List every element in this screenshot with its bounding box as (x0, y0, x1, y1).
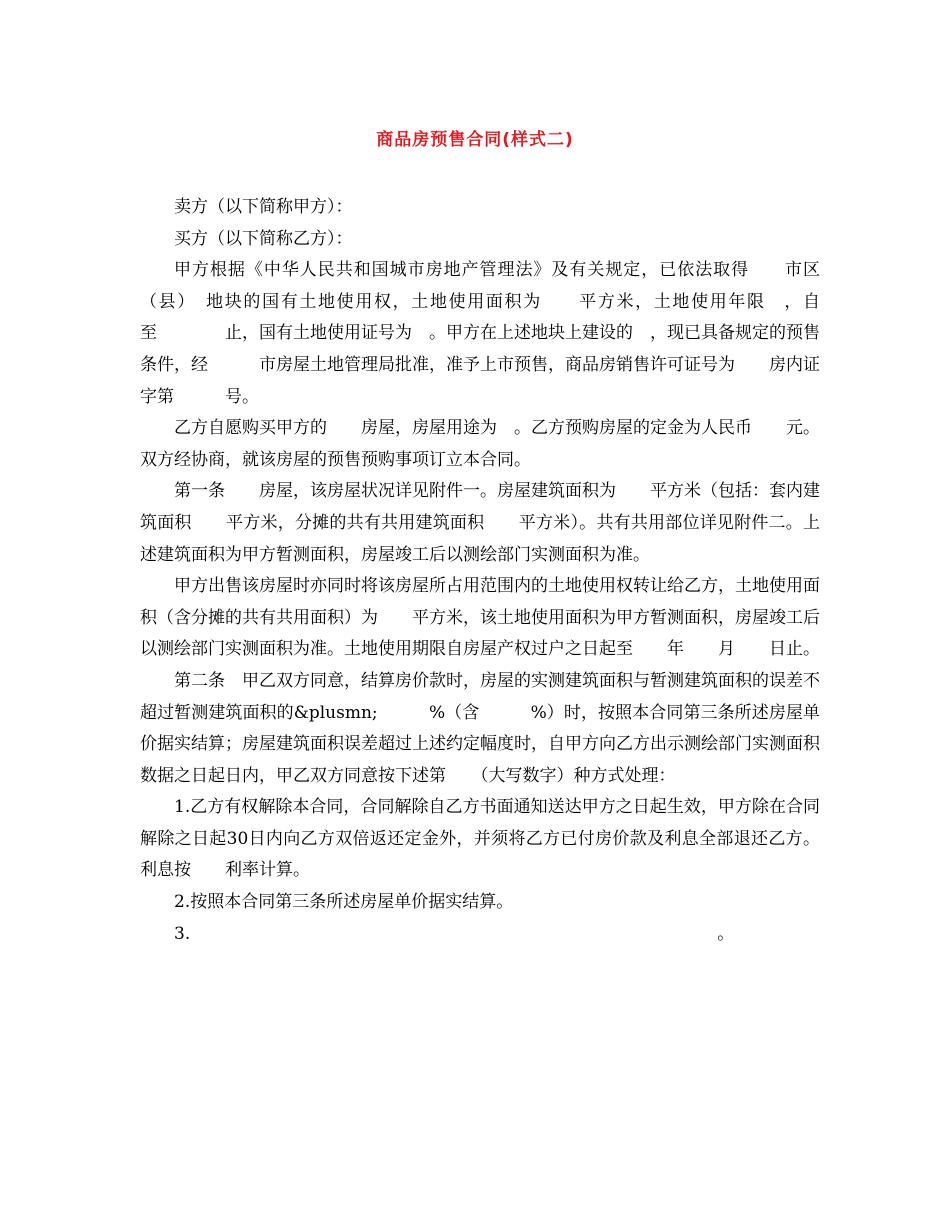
deposit-paragraph: 乙方自愿购买甲方的 房屋，房屋用途为 。乙方预购房屋的定金为人民币 元。双方经协商，就该房屋的预售预购事项订立本合同。 (140, 418, 820, 470)
option-one-paragraph: 1.乙方有权解除本合同，合同解除自乙方书面通知送达甲方之日起生效，甲方除在合同解除之日起30日内向乙方双倍返还定金外，并须将乙方已付房价款及利息全部退还乙方。利息按 利率计算。 (140, 797, 820, 881)
article-one-paragraph: 第一条 房屋，该房屋状况详见附件一。房屋建筑面积为 平方米（包括：套内建筑面积 平方米，分摊的共有共用建筑面积 平方米）。共有共用部位详见附件二。上述建筑面积为甲方暂测面积，房屋竣工后以测绘部门实测面积为准。 (140, 481, 820, 565)
contract-body (140, 192, 888, 950)
seller-line: 卖方（以下简称甲方）： (174, 197, 353, 217)
land-use-paragraph: 甲方出售该房屋时亦同时将该房屋所占用范围内的土地使用权转让给乙方，土地使用面积（含分摊的共有共用面积）为 平方米，该土地使用面积为甲方暂测面积，房屋竣工后以测绘部门实测面积为准。土地使用期限自房屋产权过户之日起至 年 月 日止。 (140, 576, 820, 660)
option-three-paragraph: 3. 。 (174, 923, 735, 944)
option-two-paragraph: 2.按照本合同第三条所述房屋单价据实结算。 (174, 892, 514, 913)
article-two-paragraph: 第二条 甲乙双方同意，结算房价款时，房屋的实测建筑面积与暂测建筑面积的误差不超过暂测建筑面积的&plusmn; %（含 %）时，按照本合同第三条所述房屋单价据实结算；房屋建筑面积误差超过上述约定幅度时，自甲方向乙方出示测绘部门实测面积数据之日起日内，甲乙双方同意按下述第 （大写数字）种方式处理： (140, 670, 820, 786)
preamble-paragraph: 甲方根据《中华人民共和国城市房地产管理法》及有关规定，已依法取得 市区（县） 地块的国有土地使用权，土地使用面积为 平方米，土地使用年限 ，自 至 止，国有土地使用证号为 。甲方在上述地块上建设的 ，现已具备规定的预售条件，经 市房屋土地管理局批准，准予上市预售，商品房销售许可证号为 房内证字第 号。 (140, 260, 888, 407)
buyer-line: 买方（以下简称乙方）： (174, 228, 353, 249)
document-title: 商品房预售合同(样式二) (376, 130, 574, 150)
